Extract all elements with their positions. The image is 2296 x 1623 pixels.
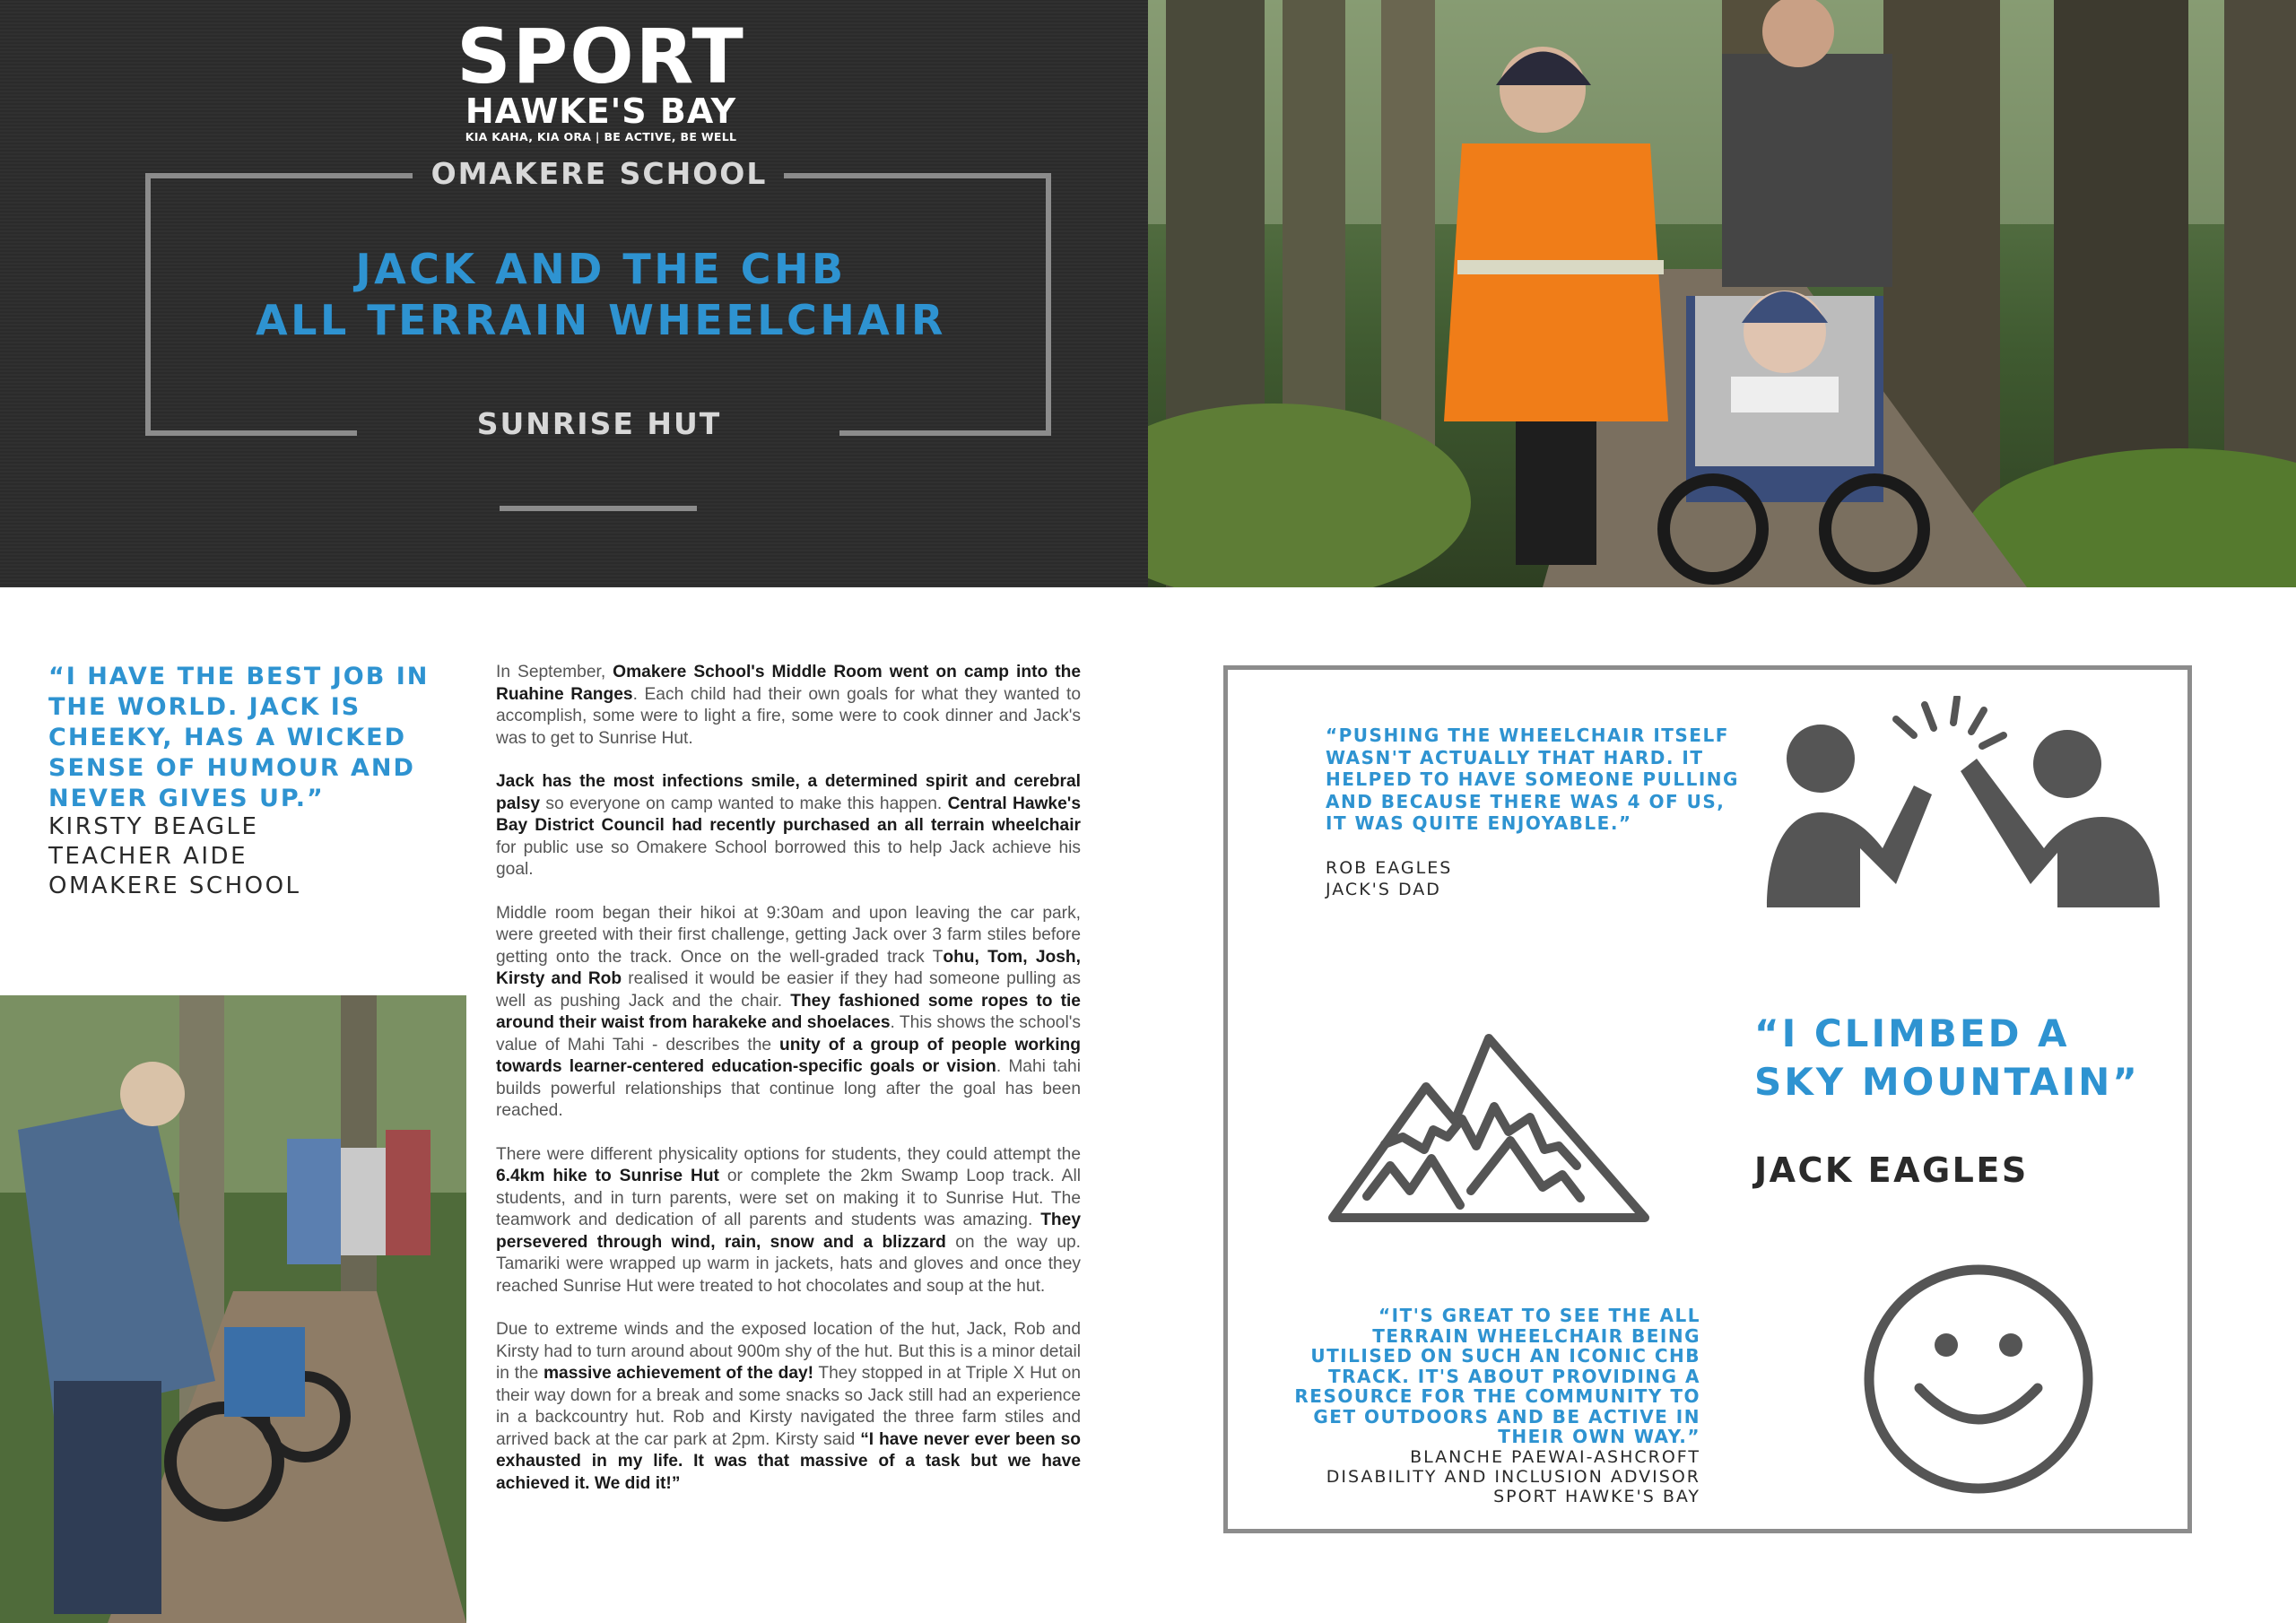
mountain-icon: [1327, 1031, 1650, 1228]
kirsty-org: OMAKERE SCHOOL: [48, 872, 301, 899]
title-line-1: JACK AND THE CHB: [355, 245, 847, 293]
frame-bottom-right: [839, 430, 1051, 436]
body-text-run: on the way up. Tamariki were wrapped up warm in jackets, hats and gloves and once they reached Sunrise Hut were treated to hot chocolates and soup at the hut.: [496, 1232, 1081, 1296]
header-underline: [500, 506, 697, 511]
jack-name: JACK EAGLES: [1754, 1150, 2029, 1190]
logo-sport-text: SPORT: [457, 13, 745, 100]
body-text-run: Middle room began their hikoi at 9:30am and upon leaving the car park, were greeted with their first challenge, getting Jack over 3 farm stiles before getting onto the track. Once on the well-graded track T: [496, 903, 1081, 967]
school-name: OMAKERE SCHOOL: [430, 156, 768, 191]
article-paragraph: [496, 662, 1081, 750]
blanche-org: SPORT HAWKE'S BAY: [1493, 1487, 1700, 1506]
rob-attribution: [1326, 857, 1684, 900]
rob-quote: “PUSHING THE WHEELCHAIR ITSELF WASN'T ACTUALLY THAT HARD. IT HELPED TO HAVE SOMEONE PULLING AND BECAUSE THERE WAS 4 OF US, IT WAS QUITE ENJOYABLE.”: [1326, 725, 1739, 834]
emphasis-text: 6.4km hike to Sunrise Hut: [496, 1167, 719, 1185]
body-text-run: or complete the 2km Swamp Loop track. All students, and in turn parents, were set on making it to Sunrise Hut. The teamwork and dedication of all parents and students was amazing.: [496, 1167, 1081, 1229]
kirsty-quote: “I HAVE THE BEST JOB IN THE WORLD. JACK IS CHEEKY, HAS A WICKED SENSE OF HUMOUR AND NEVER GIVES UP.”: [48, 663, 430, 812]
body-text-run: Due to extreme winds and the exposed location of the hut, Jack, Rob and Kirsty had to turn around about 900m shy of the hut. But this is a minor detail in the: [496, 1320, 1081, 1383]
emphasis-text: Jack has the most infections smile, a determined spirit and cerebral palsy: [496, 772, 1081, 813]
forest-walk-illustration: [1148, 0, 2296, 587]
emphasis-text: They fashioned some ropes to tie around their waist from harakeke and shoelaces: [496, 991, 1081, 1032]
body-text-run: . This shows the school's value of Mahi Tahi - describes the: [496, 1013, 1081, 1055]
kirsty-name: KIRSTY BEAGLE: [48, 813, 259, 840]
frame-left: [145, 173, 151, 436]
body-text-run: In September,: [496, 663, 613, 681]
jack-quote: “I CLIMBED A SKY MOUNTAIN”: [1754, 1011, 2140, 1104]
body-text-run: They stopped in at Triple X Hut on their way down for a break and some snacks so Jack still had an experience in a backcountry hut. Rob and Kirsty navigated the three farm stiles and arrived back at the car park at 2pm. Kirsty said: [496, 1364, 1081, 1449]
location-name: SUNRISE HUT: [476, 406, 722, 441]
rob-name: ROB EAGLES: [1326, 858, 1453, 878]
blanche-quote: “IT'S GREAT TO SEE THE ALL TERRAIN WHEELCHAIR BEING UTILISED ON SUCH AN ICONIC CHB TRACK. IT'S ABOUT PROVIDING A RESOURCE FOR THE COMMUNITY TO GET OUTDOORS AND BE ACTIVE IN THEIR OWN WAY.”: [1294, 1305, 1700, 1447]
high-five-icon: [1761, 696, 2165, 911]
article-paragraph: [496, 903, 1081, 1123]
emphasis-text: unity of a group of people working towards learner-centered education-specific goals or vision: [496, 1035, 1082, 1076]
emphasis-text: Omakere School's Middle Room went on camp into the Ruahine Ranges: [496, 663, 1081, 704]
body-text-run: so everyone on camp wanted to make this happen.: [540, 794, 948, 813]
article-body: [496, 662, 1081, 1516]
page-title: [215, 244, 987, 346]
group-hike-illustration: [0, 995, 466, 1623]
title-line-2: ALL TERRAIN WHEELCHAIR: [256, 296, 946, 344]
kirsty-role: TEACHER AIDE: [48, 843, 248, 870]
smiley-face-icon: [1862, 1263, 2095, 1496]
blanche-name: BLANCHE PAEWAI-ASHCROFT: [1410, 1447, 1700, 1467]
forest-walk-photo: [1148, 0, 2296, 587]
frame-bottom-left: [145, 430, 357, 436]
rob-role: JACK'S DAD: [1326, 880, 1441, 899]
body-text-run: for public use so Omakere School borrowed this to help Jack achieve his goal.: [496, 838, 1081, 879]
body-text-run: realised it would be easier if they had someone pulling as well as pushing Jack and the chair.: [496, 969, 1081, 1011]
body-text-run: . Mahi tahi builds powerful relationships that continue long after the goal has been reached.: [496, 1057, 1081, 1120]
emphasis-text: massive achievement of the day!: [543, 1364, 814, 1383]
article-paragraph: [496, 1319, 1081, 1495]
group-hike-photo: [0, 995, 466, 1623]
emphasis-text: Central Hawke's Bay District Council had recently purchased an all terrain wheelchair: [496, 794, 1081, 835]
blanche-role: DISABILITY AND INCLUSION ADVISOR: [1326, 1467, 1700, 1487]
article-paragraph: [496, 1144, 1081, 1298]
header-panel: [0, 0, 1148, 587]
emphasis-text: “I have never ever been so exhausted in my life. It was that massive of a task but we have achieved it. We did it!”: [496, 1429, 1081, 1493]
body-text-run: . Each child had their own goals for what they wanted to accomplish, some were to light a fire, some were to cook dinner and Jack's was to get to Sunrise Hut.: [496, 684, 1081, 748]
frame-right: [1046, 173, 1051, 436]
logo-region-text: HAWKE'S BAY: [465, 91, 737, 131]
emphasis-text: ohu, Tom, Josh, Kirsty and Rob: [496, 947, 1081, 988]
article-paragraph: [496, 771, 1081, 881]
logo-tagline: KIA KAHA, KIA ORA | BE ACTIVE, BE WELL: [465, 130, 737, 143]
sport-hawkes-bay-logo: [448, 13, 753, 145]
body-text-run: There were different physicality options for students, they could attempt the: [496, 1144, 1081, 1164]
emphasis-text: They persevered through wind, rain, snow and a blizzard: [496, 1211, 1081, 1252]
